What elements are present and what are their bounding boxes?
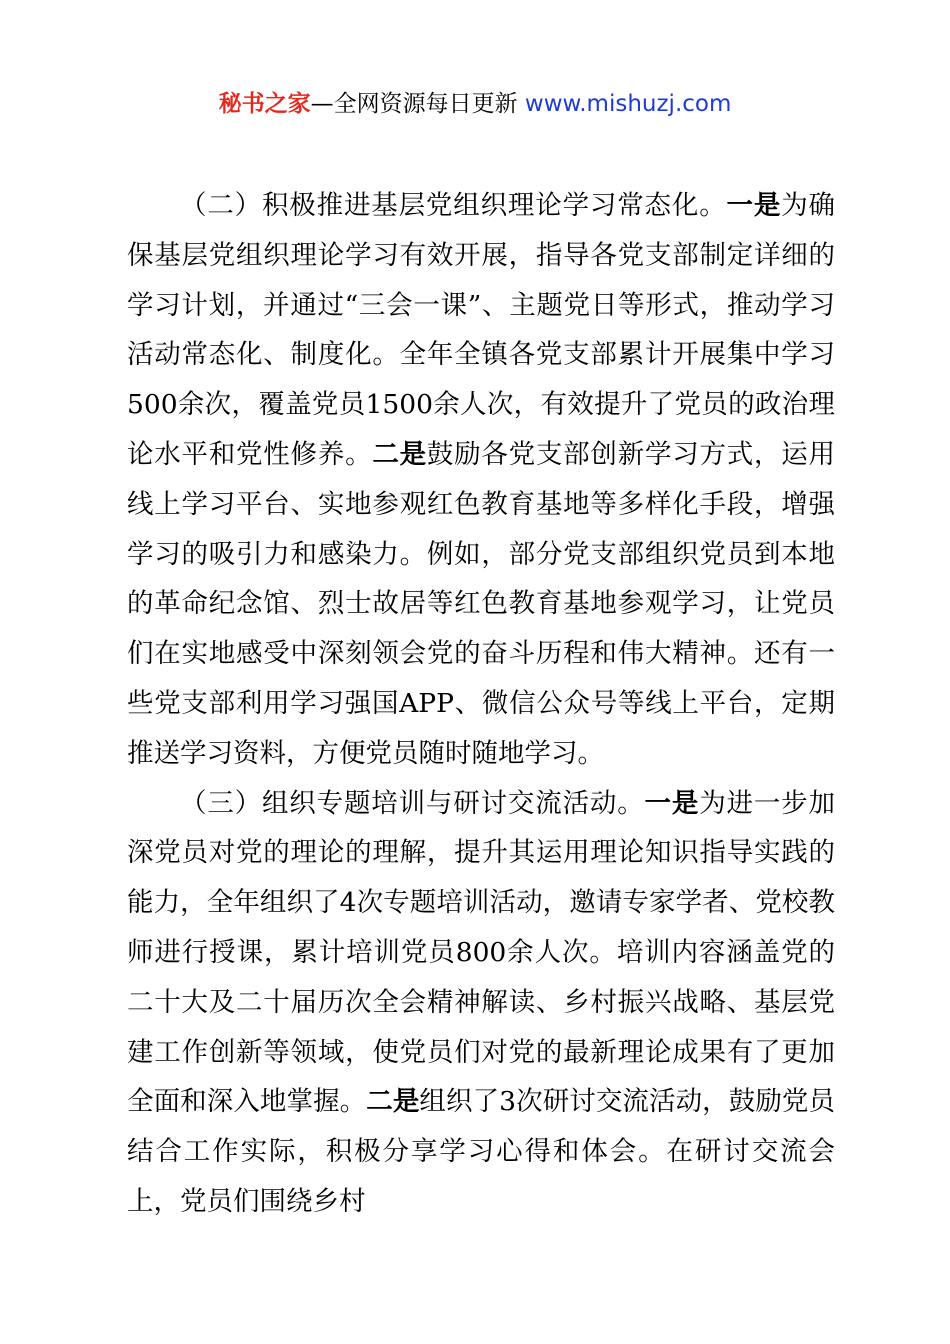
- paragraph-text: 组织了3次研讨交流活动，鼓励党员结合工作实际，积极分享学习心得和体会。在研讨交流会上，党员们围绕乡村: [127, 1086, 836, 1217]
- brand-name: 秘书之家: [218, 91, 311, 117]
- paragraph-text: 鼓励各党支部创新学习方式，运用线上学习平台、实地参观红色教育基地等多样化手段，增强学习的吸引力和感染力。例如，部分党支部组织党员到本地的革命纪念馆、烈士故居等红色教育基地参观学习，让党员们在实地感受中深刻领会党的奋斗历程和伟大精神。还有一些党支部利用学习强国APP、微信公众号等线上平台，定期推送学习资料，方便党员随时随地学习。: [127, 438, 836, 769]
- paragraph-text: 为确保基层党组织理论学习有效开展，指导各党支部制定详细的学习计划，并通过“三会一课”、主题党日等形式，推动学习活动常态化、制度化。全年全镇各党支部累计开展集中学习500余次，覆盖党员1500余人次，有效提升了党员的政治理论水平和党性修养。: [127, 190, 836, 470]
- header-tagline: —全网资源每日更新: [310, 91, 518, 117]
- page-header: [0, 86, 950, 122]
- point-lead-first: 一是: [726, 190, 782, 221]
- website-link[interactable]: www.mishuzj.com: [524, 91, 732, 117]
- section-heading: （三）组织专题培训与研讨交流活动。: [180, 787, 645, 819]
- document-body: [127, 181, 835, 1227]
- point-lead-first: 一是: [644, 787, 700, 819]
- paragraph-section-2: [127, 181, 835, 779]
- paragraph-section-3: [127, 779, 835, 1227]
- point-lead-second: 二是: [372, 438, 427, 470]
- paragraph-text: 为进一步加深党员对党的理论的理解，提升其运用理论知识指导实践的能力，全年组织了4次专题培训活动，邀请专家学者、党校教师进行授课，累计培训党员800余人次。培训内容涵盖党的二十大及二十届历次全会精神解读、乡村振兴战略、基层党建工作创新等领域，使党员们对党的最新理论成果有了更加全面和深入地掌握。: [127, 787, 836, 1118]
- section-heading: （二）积极推进基层党组织理论学习常态化。: [180, 190, 727, 221]
- point-lead-second: 二是: [366, 1086, 420, 1118]
